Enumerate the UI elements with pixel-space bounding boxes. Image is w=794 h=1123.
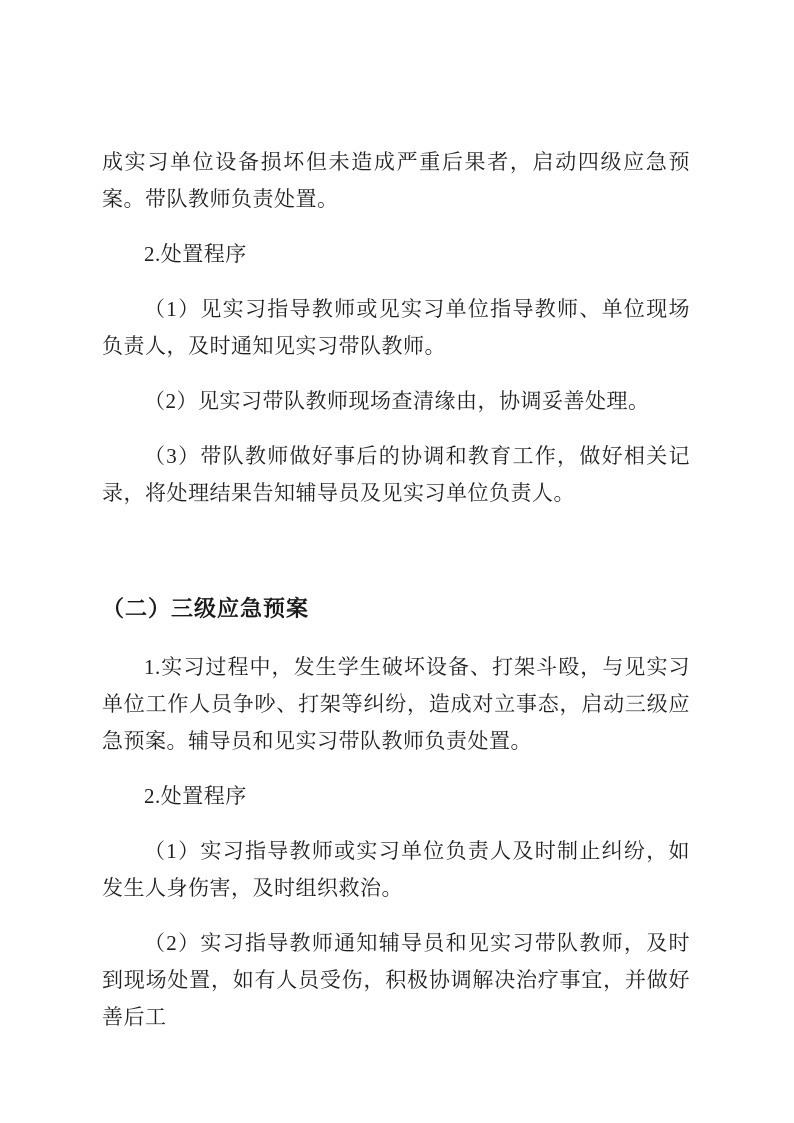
body-paragraph: 2.处置程序 [144,242,247,266]
section-heading: （二）三级应急预案 [102,596,310,621]
body-paragraph: （1）见实习指导教师或见实习单位指导教师、单位现场负责人，及时通知见实习带队教师。 [102,297,690,358]
body-paragraph: 成实习单位设备损坏但未造成严重后果者，启动四级应急预案。带队教师负责处置。 [102,150,690,211]
body-paragraph: （2）实习指导教师通知辅导员和见实习带队教师，及时到现场处置，如有人员受伤，积极协调解决治疗事宜，并做好善后工 [102,931,690,1029]
body-paragraph: （2）见实习带队教师现场查清缘由，协调妥善处理。 [144,389,650,413]
body-paragraph: 1.实习过程中，发生学生破坏设备、打架斗殴，与见实习单位工作人员争吵、打架等纠纷，造成对立事态，启动三级应急预案。辅导员和见实习带队教师负责处置。 [102,655,690,753]
body-paragraph: （3）带队教师做好事后的协调和教育工作，做好相关记录，将处理结果告知辅导员及见实习单位负责人。 [102,444,690,505]
body-paragraph: （1）实习指导教师或实习单位负责人及时制止纠纷，如发生人身伤害，及时组织救治。 [102,839,690,900]
body-paragraph: 2.处置程序 [144,784,247,808]
